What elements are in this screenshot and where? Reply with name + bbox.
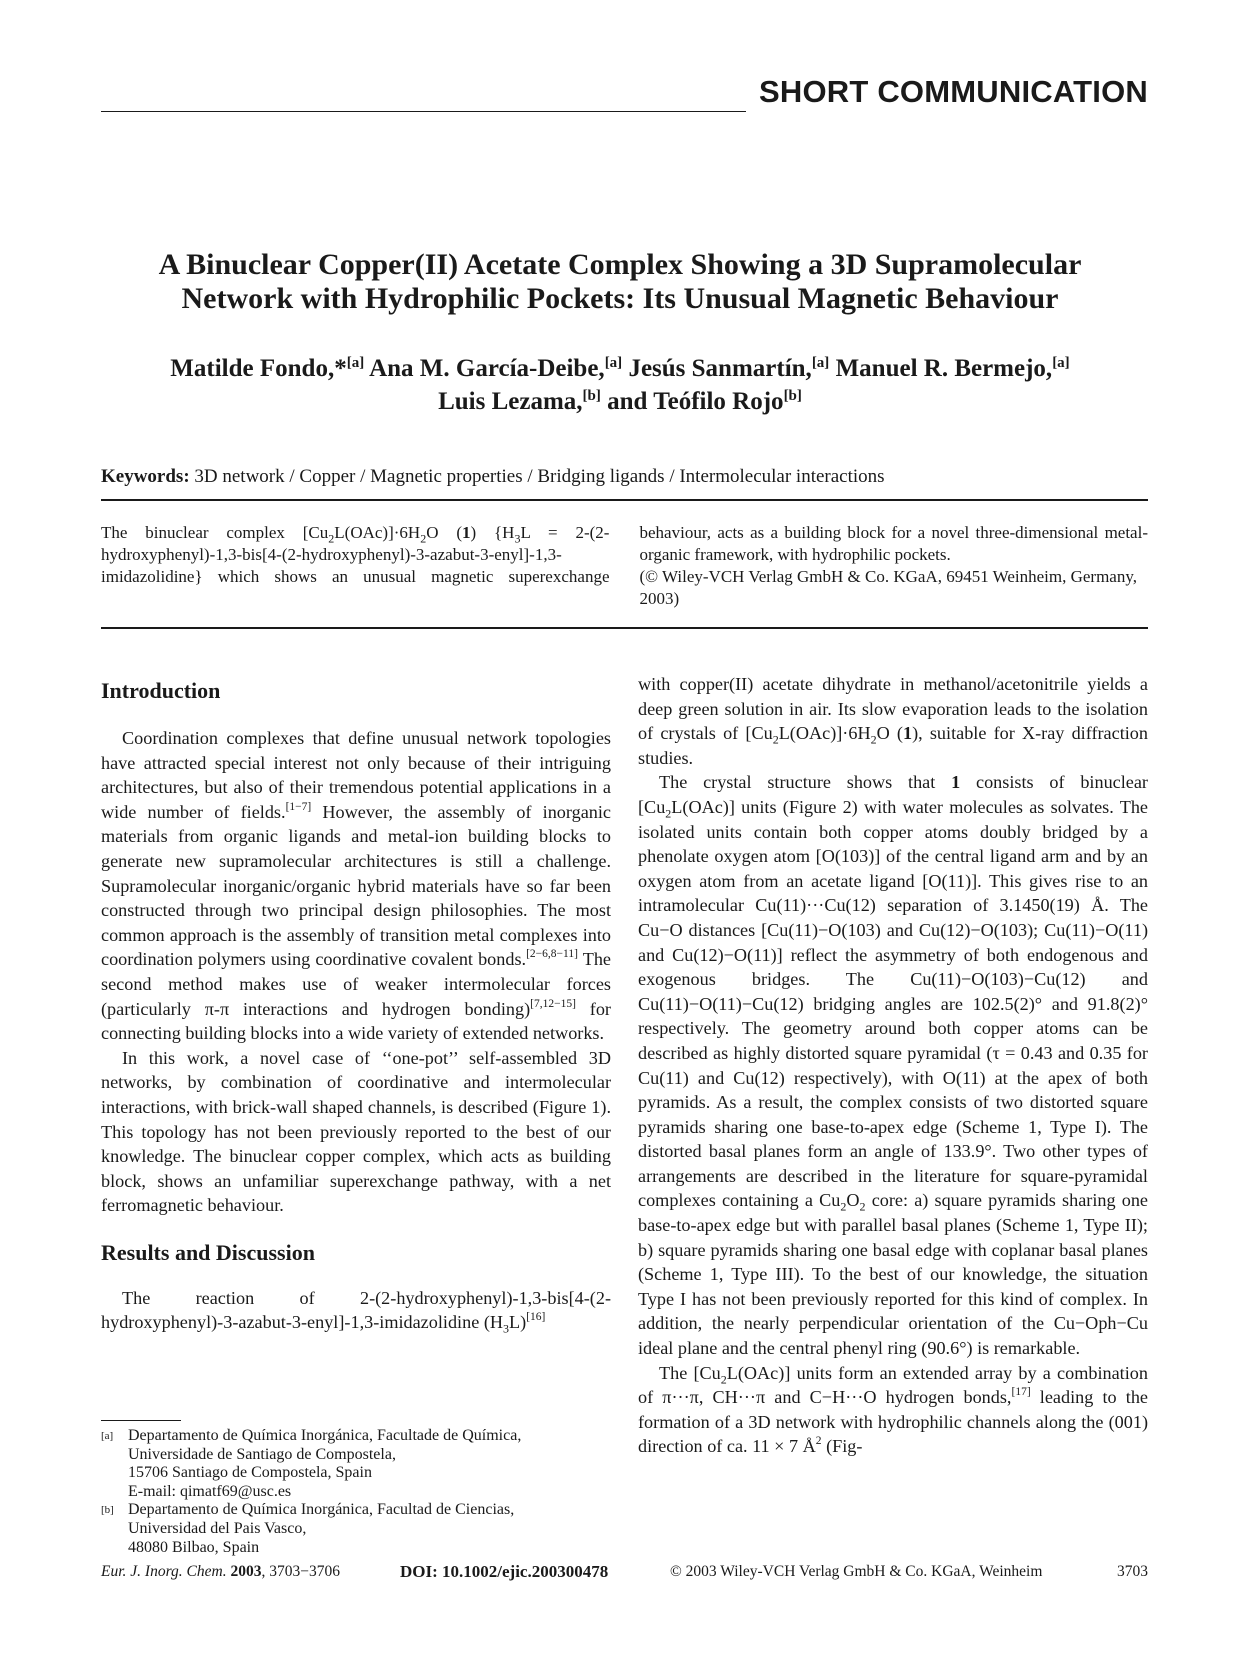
affiliation-b: [b] Departamento de Química Inorgánica, Facultad de Ciencias, Universidad del Pais Vasco, 48080 Bilbao, Spain — [101, 1501, 515, 1556]
author: Manuel R. Bermejo, — [835, 355, 1053, 382]
keywords-text: 3D network / Copper / Magnetic properties / Bridging ligands / Intermolecular interactions — [194, 466, 885, 487]
author: and Teófilo Rojo — [607, 388, 784, 415]
footer-copyright: © 2003 Wiley-VCH Verlag GmbH & Co. KGaA, Weinheim — [670, 1563, 1043, 1580]
right-paragraph-1: The crystal structure shows that 1 consists of binuclear $[Cu_2L(OAc)]$ units (Figure 2) with water molecules as solvates. The isolated units contain both copper atoms doubly bridged by a phenolate oxygen atom [O(103)] of the central ligand arm and by an oxygen atom from an acetate ligand [O(11)]. This gives rise to an intramolecular Cu(11)···Cu(12) separation of 3.1450(19) Å. The Cu−O distances [Cu(11)−O(103) and Cu(12)−O(103); Cu(11)−O(11) and Cu(12)−O(11)] reflect the asymmetry of both endogenous and exogenous bridges. The Cu(11)−O(103)−Cu(12) and Cu(11)−O(11)−Cu(12) bridging angles are 102.5(2)° and 91.8(2)° respectively. The geometry around both copper atoms can be described as highly distorted square pyramidal (τ = 0.43 and 0.35 for Cu(11) and Cu(12) respectively), with O(11) at the apex of both pyramids. As a result, the complex consists of two distorted square pyramids sharing one base-to-apex edge (Scheme 1, Type I). The distorted basal planes form an angle of 133.9°. Two other types of arrangements are described in the literature for square-pyramidal complexes containing a $Cu_2O_2$ core: a) square pyramids sharing one base-to-apex edge but with parallel basal planes (Scheme 1, Type II); b) square pyramids sharing one basal edge with coplanar basal planes (Scheme 1, Type III). To the best of our knowledge, the situation Type I has not been previously reported for this kind of complex. In addition, the nearly perpendicular orientation of the Cu−Oph−Cu ideal plane and the central phenyl ring (90.6°) is remarkable. — [638, 772, 1148, 1359]
author-list: Matilde Fondo,*[a] Ana M. García-Deibe,[a] Jesús Sanmartín,[a] Manuel R. Bermejo,[a] Luis Lezama,[b] and Teófilo Rojo[b] — [170, 355, 1070, 415]
right-column — [638, 672, 1148, 1459]
heading-results: Results and Discussion — [101, 1239, 315, 1265]
doi-link[interactable]: DOI: 10.1002/ejic.200300478 — [400, 1562, 609, 1581]
footnote-rule — [101, 1420, 181, 1421]
abstract: The binuclear complex $[Cu_2L(OAc)]\cdot 6H_2O$ (1) {$H_3L$ = 2-(2-hydroxyphenyl)-1,3-bis[4-(2-hydroxyphenyl)-3-azabut-3-enyl]-1,3-imidazolidine} which shows an unusual magnetic superexchange behaviour, acts as a building block for a novel three-dimensional metal-organic framework, with hydrophilic pockets. (© Wiley-VCH Verlag GmbH & Co. KGaA, 69451 Weinheim, Germany, 2003) — [101, 523, 1148, 608]
header-rule — [101, 111, 746, 112]
author: Matilde Fondo,* — [170, 355, 347, 382]
author: Ana M. García-Deibe, — [369, 355, 605, 382]
section-label: SHORT COMMUNICATION — [759, 74, 1148, 109]
keywords — [101, 466, 1146, 488]
right-paragraph-2: The $[Cu_2L(OAc)]$ units form an extended array by a combination of π···π, CH···π and C−H···O hydrogen bonds,[17] leading to the formation of a 3D network with hydrophilic channels along the (001) direction of ca. 11 × 7 Å$^2$ (Fig- — [638, 1362, 1148, 1457]
abstract-top-rule — [101, 499, 1148, 501]
abstract-bottom-rule — [101, 627, 1148, 629]
heading-introduction: Introduction — [101, 678, 221, 703]
intro-paragraph-1: Coordination complexes that define unusual network topologies have attracted special interest not only because of their intriguing architectures, but also of their tremendous potential applications in a wide number of fields.[1−7] However, the assembly of inorganic materials from organic ligands and metal-ion building blocks to generate new supramolecular architectures is still a challenge. Supramolecular inorganic/organic hybrid materials have so far been constructed through two principal design philosophies. The most common approach is the assembly of transition metal complexes into coordination polymers using coordinative covalent bonds.[2−6,8−11] The second method makes use of weaker intermolecular forces (particularly π-π interactions and hydrogen bonding)[7,12−15] for connecting building blocks into a wide variety of extended networks. — [101, 728, 612, 1044]
affiliations — [101, 1427, 611, 1557]
intro-paragraph-2: In this work, a novel case of ‘‘one-pot’’ self-assembled 3D networks, by combination of coordinative and intermolecular interactions, with brick-wall shaped channels, is described (Figure 1). This topology has not been previously reported to the best of our knowledge. The binuclear copper complex, which acts as building block, shows an unfamiliar superexchange pathway, with a net ferromagnetic behaviour. — [101, 1047, 611, 1216]
abstract-copyright: (© Wiley-VCH Verlag GmbH & Co. KGaA, 69451 Weinheim, Germany, 2003) — [639, 567, 1137, 608]
affiliation-a: [a] Departamento de Química Inorgánica, Facultade de Química, Universidade de Santiago de Compostela, 15706 Santiago de Compostela, Spain E-mail: qimatf69@usc.es — [101, 1427, 611, 1501]
author: Luis Lezama, — [438, 388, 583, 415]
results-paragraph-1: The reaction of 2-(2-hydroxyphenyl)-1,3-bis[4-(2-hydroxyphenyl)-3-azabut-3-enyl]-1,3-imidazolidine $(H_3L)[16]$ — [101, 1287, 611, 1337]
keywords-label: Keywords: — [101, 466, 190, 487]
journal-citation: Eur. J. Inorg. Chem. 2003, 3703−3706 — [101, 1563, 340, 1580]
author: Jesús Sanmartín, — [628, 355, 812, 382]
email-link[interactable]: E-mail: qimatf69@usc.es — [128, 1482, 292, 1500]
right-paragraph-0: with copper(II) acetate dihydrate in methanol/acetonitrile yields a deep green solution in air. Its slow evaporation leads to the isolation of crystals of $[Cu_2L(OAc)]\cdot 6H_2O$ (1), suitable for X-ray diffraction studies. — [638, 674, 1149, 768]
page-number: 3703 — [1117, 1563, 1148, 1580]
left-column — [101, 676, 611, 1335]
article-title: A Binuclear Copper(II) Acetate Complex Showing a 3D Supramolecular Network with Hydrophilic Pockets: Its Unusual Magnetic Behaviour — [158, 248, 1082, 315]
